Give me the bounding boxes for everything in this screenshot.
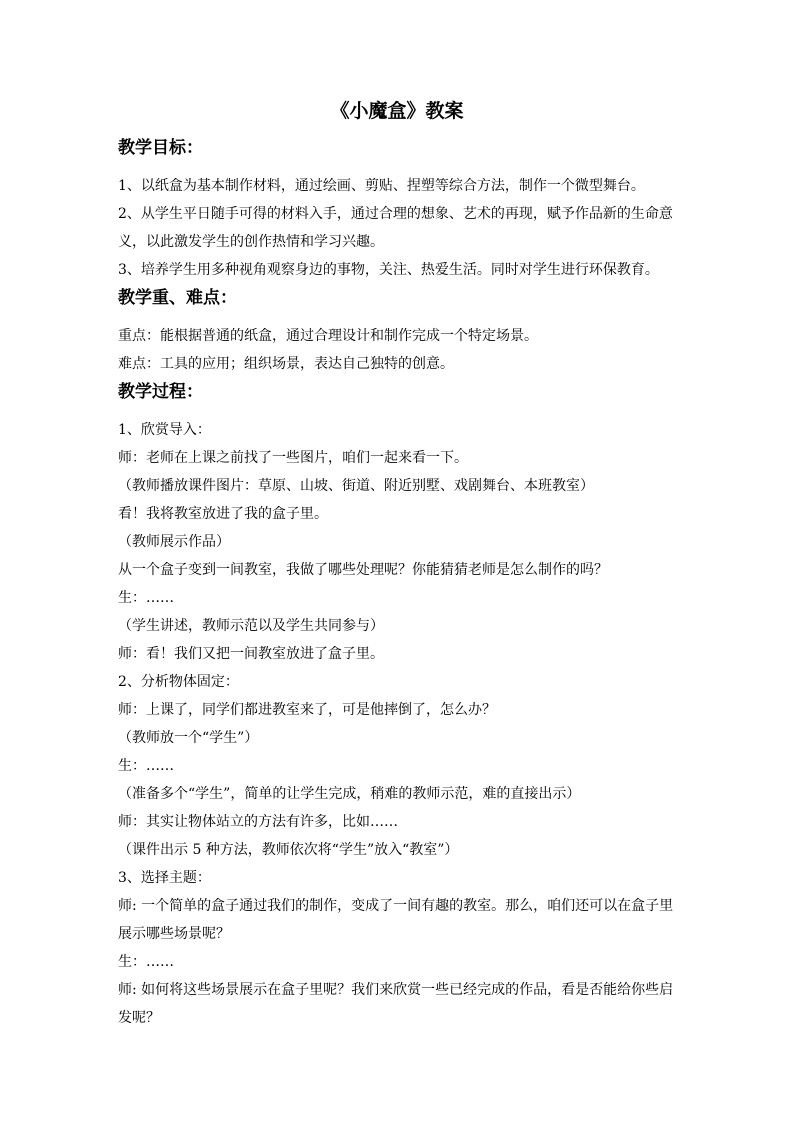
paragraph: 3、选择主题： xyxy=(118,870,211,886)
section-key-points xyxy=(118,286,680,378)
paragraph: （准备多个“学生”，简单的让学生完成，稍难的教师示范，难的直接出示） xyxy=(118,786,581,802)
section-objectives xyxy=(118,136,680,284)
section-heading: 教学过程： xyxy=(118,382,203,402)
section-teaching-process xyxy=(118,380,680,1032)
paragraph: 重点：能根据普通的纸盒，通过合理设计和制作完成一个特定场景。 xyxy=(118,328,538,344)
paragraph: 3、培养学生用多种视角观察身边的事物，关注、热爱生活。同时对学生进行环保教育。 xyxy=(118,262,659,278)
paragraph: 师：其实让物体站立的方法有许多，比如…… xyxy=(118,814,398,830)
paragraph: （学生讲述，教师示范以及学生共同参与） xyxy=(118,618,384,634)
paragraph: 师: 一个简单的盒子通过我们的制作，变成了一间有趣的教室。那么，咱们还可以在盒子里展示哪些场景呢？ xyxy=(118,898,674,942)
paragraph: （教师放一个“学生”） xyxy=(118,730,259,746)
paragraph: 师：上课了，同学们都进教室来了，可是他摔倒了，怎么办？ xyxy=(118,702,496,718)
section-heading: 教学目标： xyxy=(118,138,203,158)
paragraph: 1、以纸盒为基本制作材料，通过绘画、剪贴、捏塑等综合方法，制作一个微型舞台。 xyxy=(118,178,645,194)
paragraph: 1、欣赏导入： xyxy=(118,422,211,438)
paragraph: 师：看！我们又把一间教室放进了盒子里。 xyxy=(118,646,384,662)
paragraph: 从一个盒子变到一间教室，我做了哪些处理呢？你能猜猜老师是怎么制作的吗？ xyxy=(118,562,608,578)
paragraph: 看！我将教室放进了我的盒子里。 xyxy=(118,506,328,522)
paragraph: （课件出示 5 种方法，教师依次将“学生”放入“教室”） xyxy=(118,842,459,858)
document-body xyxy=(118,136,680,1032)
paragraph: 师：老师在上课之前找了一些图片，咱们一起来看一下。 xyxy=(118,450,468,466)
paragraph: 2、从学生平日随手可得的材料入手，通过合理的想象、艺术的再现，赋予作品新的生命意义，以此激发学生的创作热情和学习兴趣。 xyxy=(118,206,673,250)
paragraph: （教师展示作品） xyxy=(118,534,230,550)
section-heading: 教学重、难点： xyxy=(118,288,237,308)
paragraph: 难点：工具的应用；组织场景，表达自己独特的创意。 xyxy=(118,356,454,372)
paragraph: 生：…… xyxy=(118,758,174,774)
paragraph: 师: 如何将这些场景展示在盒子里呢？我们来欣赏一些已经完成的作品，看是否能给你些启发呢？ xyxy=(118,982,674,1026)
document-title: 《小魔盒》教案 xyxy=(330,100,464,122)
paragraph: 生：…… xyxy=(118,954,174,970)
paragraph: （教师播放课件图片：草原、山坡、街道、附近别墅、戏剧舞台、本班教室） xyxy=(118,478,594,494)
paragraph: 生：…… xyxy=(118,590,174,606)
paragraph: 2、分析物体固定： xyxy=(118,674,239,690)
